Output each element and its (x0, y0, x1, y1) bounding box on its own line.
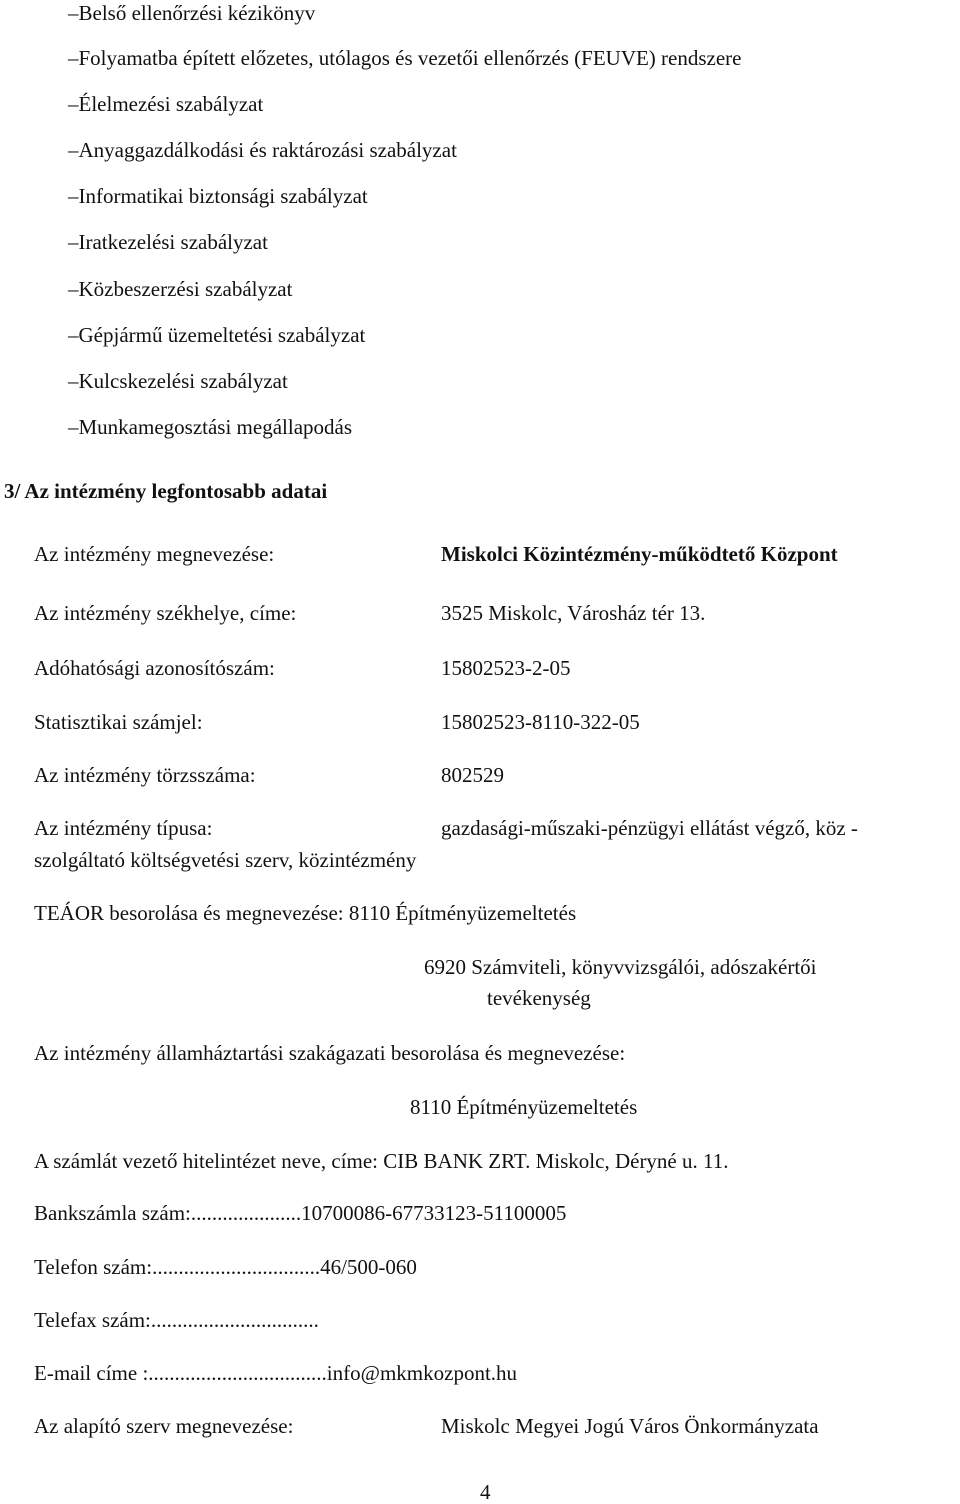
email-line: E-mail címe :..................................info@mkmkozpont.hu (34, 1361, 518, 1385)
teaor-extra-line2: tevékenység (487, 986, 591, 1010)
list-item: –Gépjármű üzemeltetési szabályzat (68, 323, 366, 347)
page-number: 4 (480, 1480, 491, 1504)
list-item: –Informatikai biztonsági szabályzat (68, 184, 368, 208)
branch-label: Az intézmény államháztartási szakágazati besorolása és megnevezése: (34, 1041, 626, 1065)
list-item: –Iratkezelési szabályzat (68, 230, 268, 254)
list-item: –Belső ellenőrzési kézikönyv (68, 1, 316, 25)
founder-label: Az alapító szerv megnevezése: (34, 1414, 294, 1438)
account-line: Bankszámla szám:.....................10700086-67733123-51100005 (34, 1201, 567, 1225)
tax-id-value: 15802523-2-05 (441, 656, 571, 680)
list-item: –Élelmezési szabályzat (68, 92, 264, 116)
list-item: –Anyaggazdálkodási és raktározási szabályzat (68, 138, 457, 162)
teaor-extra-line1: 6920 Számviteli, könyvvizsgálói, adószakértői (424, 955, 817, 979)
teaor-line: TEÁOR besorolása és megnevezése: 8110 Építményüzemeltetés (34, 901, 577, 925)
name-value: Miskolci Közintézmény-működtető Központ (441, 542, 838, 566)
list-item: –Munkamegosztási megállapodás (68, 415, 353, 439)
fax-line: Telefax szám:................................ (34, 1308, 319, 1332)
stat-code-label: Statisztikai számjel: (34, 710, 203, 734)
seat-value: 3525 Miskolc, Városház tér 13. (441, 601, 706, 625)
phone-line: Telefon szám:................................46/500-060 (34, 1255, 417, 1279)
type-value-line2: szolgáltató költségvetési szerv, közintézmény (34, 848, 417, 872)
branch-value: 8110 Építményüzemeltetés (410, 1095, 638, 1119)
registry-number-label: Az intézmény törzsszáma: (34, 763, 256, 787)
bank-line: A számlát vezető hitelintézet neve, címe: CIB BANK ZRT. Miskolc, Déryné u. 11. (34, 1149, 729, 1173)
type-label: Az intézmény típusa: (34, 816, 213, 840)
list-item: –Kulcskezelési szabályzat (68, 369, 288, 393)
registry-number-value: 802529 (441, 763, 504, 787)
seat-label: Az intézmény székhelye, címe: (34, 601, 297, 625)
founder-value: Miskolc Megyei Jogú Város Önkormányzata (441, 1414, 819, 1438)
type-value-line1: gazdasági-műszaki-pénzügyi ellátást végző, köz - (441, 816, 858, 840)
tax-id-label: Adóhatósági azonosítószám: (34, 656, 275, 680)
name-label: Az intézmény megnevezése: (34, 542, 275, 566)
list-item: –Folyamatba épített előzetes, utólagos és vezetői ellenőrzés (FEUVE) rendszere (68, 46, 742, 70)
list-item: –Közbeszerzési szabályzat (68, 277, 293, 301)
section-heading: 3/ Az intézmény legfontosabb adatai (4, 479, 328, 503)
stat-code-value: 15802523-8110-322-05 (441, 710, 640, 734)
